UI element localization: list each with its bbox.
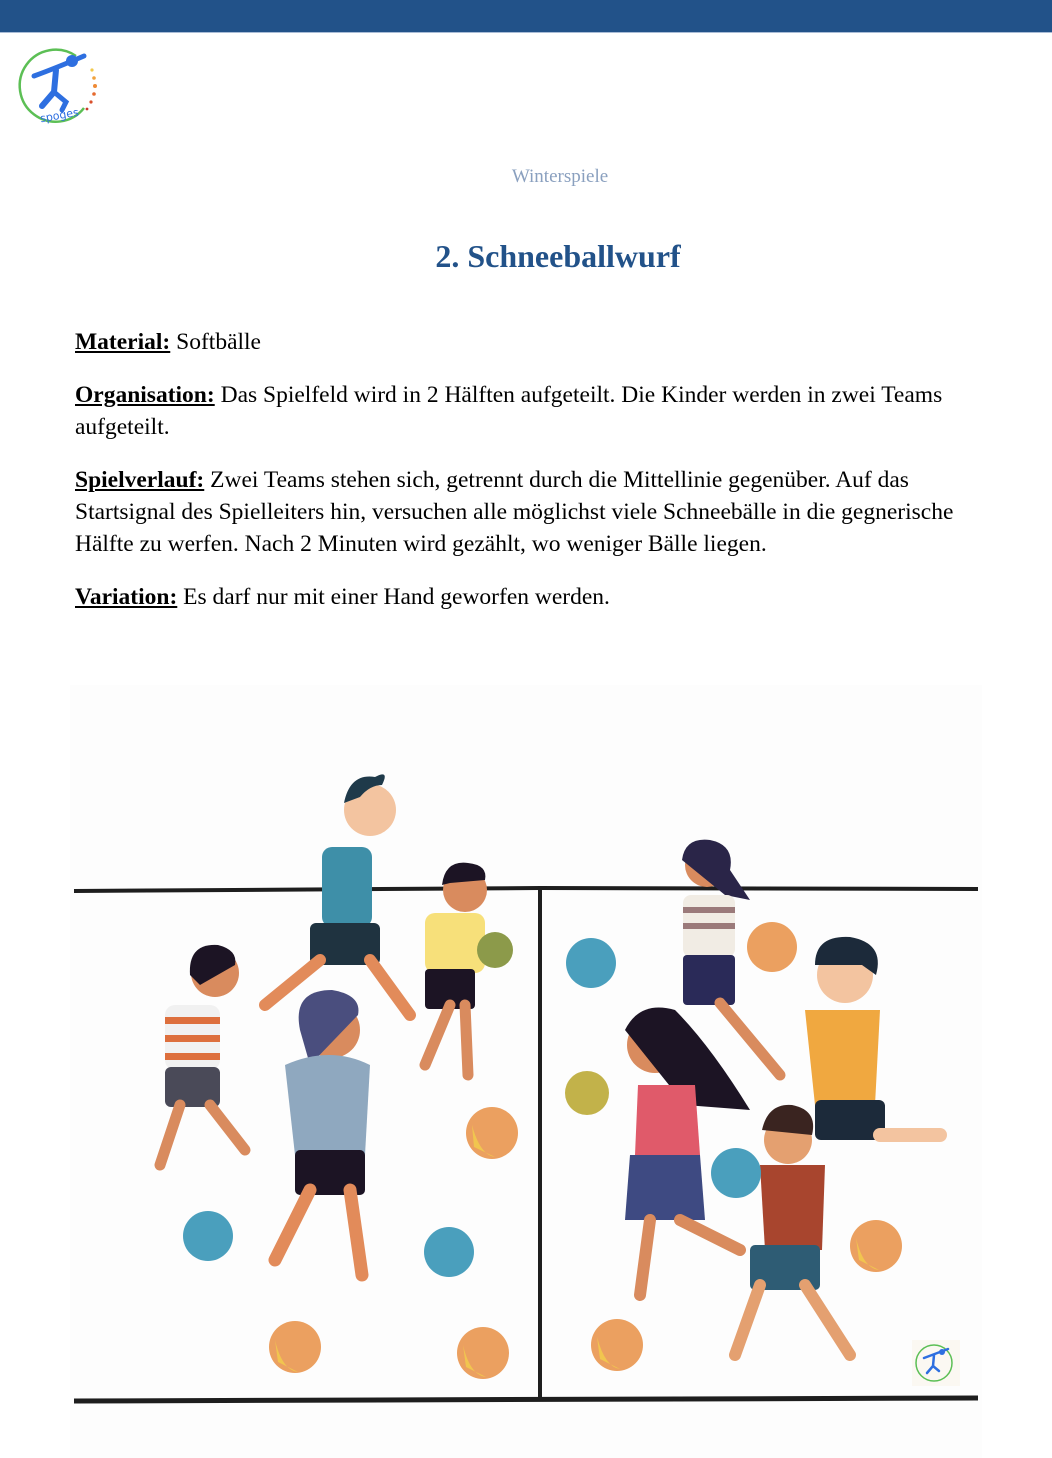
blue-ball-icon [424,1227,474,1277]
orange-ball-icon [457,1327,509,1379]
orange-ball-icon [591,1319,643,1371]
document-body [75,326,975,634]
blue-ball-icon [183,1211,233,1261]
spielverlauf-label: Spielverlauf: [75,467,205,493]
blue-ball-icon [711,1148,761,1198]
spielverlauf-section [75,464,975,560]
material-section [75,326,975,358]
orange-ball-icon [269,1321,321,1373]
orange-ball-icon [850,1220,902,1272]
spielverlauf-text: Zwei Teams stehen sich, getrennt durch die Mittellinie gegenüber. Auf das Startsignal des Spielleiters hin, versuchen alle möglichst viele Schneebälle in die gegnerische Hälfte zu werfen. Nach 2 Minuten wird gezählt, wo weniger Bälle liegen. [75,467,954,557]
document-subtitle: Winterspiele [511,166,609,187]
document-title: 2. Schneeballwurf [435,238,681,274]
material-text: Softbälle [176,329,261,355]
svg-text:spoges: spoges [39,105,80,126]
material-label: Material: [75,329,171,355]
organisation-text: Das Spielfeld wird in 2 Hälften aufgeteilt. Die Kinder werden in zwei Teams aufgeteilt. [75,382,943,440]
blue-ball-icon [566,938,616,988]
top-bar [0,0,1052,33]
variation-label: Variation: [75,584,178,610]
variation-text: Es darf nur mit einer Hand geworfen werden. [183,584,610,610]
game-illustration [70,685,982,1458]
organisation-section [75,379,975,443]
spoges-logo-icon [14,46,100,128]
variation-section [75,581,975,613]
spoges-watermark-logo-icon [912,1340,960,1386]
orange-ball-icon [466,1107,518,1159]
organisation-label: Organisation: [75,382,215,408]
